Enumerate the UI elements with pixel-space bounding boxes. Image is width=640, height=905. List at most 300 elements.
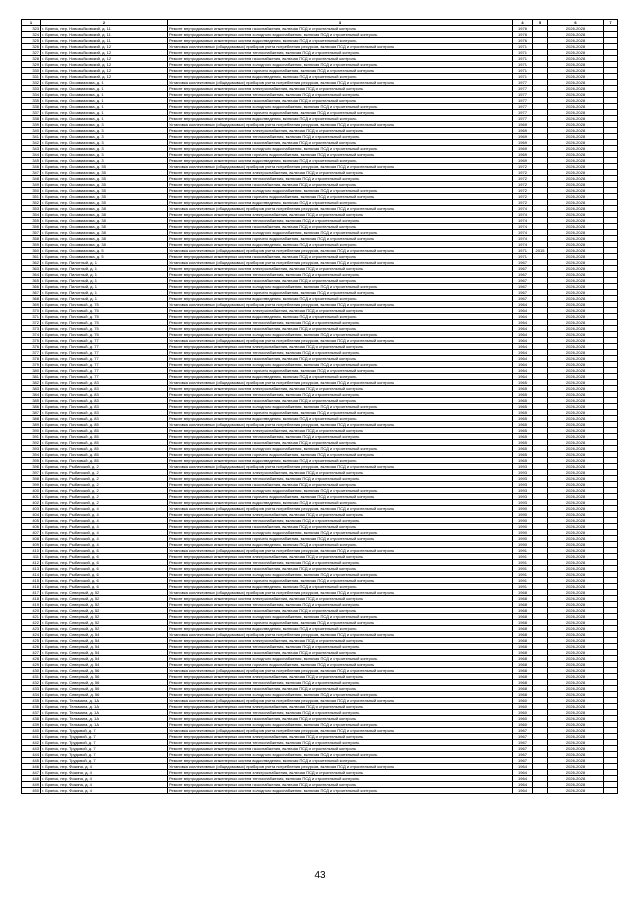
address-cell: г. Брянск, пер. Почтовый, д. 75 <box>41 332 168 338</box>
row-number-cell: 412 <box>22 560 41 566</box>
row-number-cell: 340 <box>22 128 41 134</box>
planned-period-cell: 2026-2028 <box>548 686 604 692</box>
planned-period-cell: 2026-2028 <box>548 236 604 242</box>
planned-period-cell: 2026-2028 <box>548 680 604 686</box>
row-number-cell: 395 <box>22 458 41 464</box>
address-cell: г. Брянск, пер. Пилотный, д. 1 <box>41 284 168 290</box>
planned-period-cell: 2026-2028 <box>548 542 604 548</box>
address-cell: г. Брянск, пер. Осоавиахима, д. 38 <box>41 242 168 248</box>
address-cell: г. Брянск, пер. Новозыбковский, д. 12 <box>41 74 168 80</box>
address-cell: г. Брянск, пер. Рыбинский, д. 6 <box>41 560 168 566</box>
row-number-cell: 360 <box>22 248 41 254</box>
planned-period-cell: 2026-2028 <box>548 98 604 104</box>
build-year-cell: 1971 <box>513 254 533 260</box>
build-year-cell: 1974 <box>513 218 533 224</box>
build-year-cell: 1976 <box>513 38 533 44</box>
address-cell: г. Брянск, пер. Осоавиахима, д. 1 <box>41 110 168 116</box>
build-year-cell: 1991 <box>513 560 533 566</box>
build-year-cell: 1968 <box>513 602 533 608</box>
planned-period-cell: 2026-2028 <box>548 260 604 266</box>
work-type-cell: Ремонт внутридомовых инженерных систем холодного водоснабжения, включая ПСД и строительный контроль <box>168 692 513 698</box>
row-number-cell: 336 <box>22 104 41 110</box>
planned-period-cell: 2026-2028 <box>548 122 604 128</box>
build-year-cell: 1993 <box>513 494 533 500</box>
address-cell: г. Брянск, пер. Почтовый, д. 85 <box>41 458 168 464</box>
address-cell: г. Брянск, пер. Осоавиахима, д. 3 <box>41 134 168 140</box>
address-cell: г. Брянск, пер. Почтовый, д. 83 <box>41 410 168 416</box>
row-number-cell: 365 <box>22 278 41 284</box>
row-number-cell: 400 <box>22 488 41 494</box>
work-type-cell: Ремонт внутридомовых инженерных систем газоснабжения, включая ПСД и строительный контроль <box>168 608 513 614</box>
address-cell: г. Брянск, пер. Фокина, д. 4 <box>41 764 168 770</box>
build-year-cell: 1964 <box>513 332 533 338</box>
row-number-cell: 366 <box>22 284 41 290</box>
row-number-cell: 341 <box>22 134 41 140</box>
address-cell: г. Брянск, пер. Почтовый, д. 85 <box>41 452 168 458</box>
planned-period-cell: 2026-2028 <box>548 758 604 764</box>
work-type-cell: Установка коллективных (общедомовых) приборов учета потребления ресурсов, включая ПСД и строительный контроль <box>168 44 513 50</box>
address-cell: г. Брянск, пер. Северный, д. 54 <box>41 656 168 662</box>
row-number-cell: 382 <box>22 380 41 386</box>
planned-period-cell: 2026-2028 <box>548 428 604 434</box>
work-type-cell: Ремонт внутридомовых инженерных систем холодного водоснабжения, включая ПСД и строительный контроль <box>168 752 513 758</box>
work-type-cell: Установка коллективных (общедомовых) приборов учета потребления ресурсов, включая ПСД и строительный контроль <box>168 260 513 266</box>
work-type-cell: Ремонт внутридомовых инженерных систем горячего водоснабжения, включая ПСД и строительный контроль <box>168 662 513 668</box>
build-year-cell: 1972 <box>513 176 533 182</box>
work-type-cell: Ремонт внутридомовых инженерных систем холодного водоснабжения, включая ПСД и строительный контроль <box>168 614 513 620</box>
planned-period-cell: 2026-2028 <box>548 578 604 584</box>
planned-period-cell: 2026-2028 <box>548 314 604 320</box>
planned-period-cell: 2026-2028 <box>548 446 604 452</box>
row-number-cell: 443 <box>22 746 41 752</box>
build-year-cell: 1977 <box>513 80 533 86</box>
planned-period-cell: 2026-2028 <box>548 110 604 116</box>
planned-period-cell: 2026-2028 <box>548 398 604 404</box>
build-year-cell: 1972 <box>513 164 533 170</box>
build-year-cell: 1964 <box>513 764 533 770</box>
work-type-cell: Ремонт внутридомовых инженерных систем холодного водоснабжения, включая ПСД и строительный контроль <box>168 722 513 728</box>
build-year-cell: 1965 <box>513 440 533 446</box>
row-number-cell: 381 <box>22 374 41 380</box>
address-cell: г. Брянск, пер. Осоавиахима, д. 35 <box>41 194 168 200</box>
work-type-cell: Ремонт внутридомовых инженерных систем теплоснабжения, включая ПСД и строительный контроль <box>168 776 513 782</box>
row-number-cell: 388 <box>22 416 41 422</box>
row-number-cell: 387 <box>22 410 41 416</box>
work-type-cell: Ремонт внутридомовых инженерных систем горячего водоснабжения, включая ПСД и строительный контроль <box>168 620 513 626</box>
work-type-cell: Ремонт внутридомовых инженерных систем теплоснабжения, включая ПСД и строительный контроль <box>168 680 513 686</box>
row-number-cell: 334 <box>22 92 41 98</box>
row-number-cell: 351 <box>22 194 41 200</box>
row-number-cell: 389 <box>22 422 41 428</box>
address-cell: г. Брянск, пер. Новозыбковский, д. 12 <box>41 68 168 74</box>
build-year-cell: 1993 <box>513 470 533 476</box>
build-year-cell: 1968 <box>513 626 533 632</box>
work-type-cell: Установка коллективных (общедомовых) приборов учета потребления ресурсов, включая ПСД и строительный контроль <box>168 164 513 170</box>
planned-period-cell: 2026-2028 <box>548 74 604 80</box>
row-number-cell: 369 <box>22 302 41 308</box>
address-cell: г. Брянск, пер. Трудовой, д. 7 <box>41 746 168 752</box>
planned-period-cell: 2026-2028 <box>548 134 604 140</box>
row-number-cell: 449 <box>22 782 41 788</box>
work-type-cell: Ремонт внутридомовых инженерных систем водоотведения, включая ПСД и строительный контроль <box>168 500 513 506</box>
work-type-cell: Ремонт внутридомовых инженерных систем теплоснабжения, включая ПСД и строительный контроль <box>168 560 513 566</box>
row-number-cell: 372 <box>22 320 41 326</box>
planned-period-cell: 2026-2028 <box>548 440 604 446</box>
build-year-cell: 1965 <box>513 386 533 392</box>
address-cell: г. Брянск, пер. Осоавиахима, д. 1 <box>41 80 168 86</box>
build-year-cell: 1967 <box>513 728 533 734</box>
address-cell: г. Брянск, пер. Тельмана, д. 1А <box>41 722 168 728</box>
address-cell: г. Брянск, пер. Осоавиахима, д. 1 <box>41 116 168 122</box>
build-year-cell: 1968 <box>513 668 533 674</box>
row-number-cell: 346 <box>22 164 41 170</box>
build-year-cell: 1990 <box>513 512 533 518</box>
address-cell: г. Брянск, пер. Почтовый, д. 77 <box>41 344 168 350</box>
address-cell: г. Брянск, пер. Фокина, д. 4 <box>41 776 168 782</box>
planned-period-cell: 2026-2028 <box>548 272 604 278</box>
table-body <box>22 26 618 794</box>
work-type-cell: Установка коллективных (общедомовых) приборов учета потребления ресурсов, включая ПСД и строительный контроль <box>168 668 513 674</box>
build-year-cell: 1974 <box>513 212 533 218</box>
work-type-cell: Ремонт внутридомовых инженерных систем газоснабжения, включая ПСД и строительный контроль <box>168 254 513 260</box>
planned-period-cell: 2026-2028 <box>548 752 604 758</box>
build-year-cell: 1960 <box>513 722 533 728</box>
planned-period-cell: 2026-2028 <box>548 530 604 536</box>
row-number-cell: 344 <box>22 152 41 158</box>
work-type-cell: Ремонт внутридомовых инженерных систем теплоснабжения, включая ПСД и строительный контроль <box>168 710 513 716</box>
row-number-cell: 338 <box>22 116 41 122</box>
row-number-cell: 378 <box>22 356 41 362</box>
address-cell: г. Брянск, пер. Осоавиахима, д. 1 <box>41 98 168 104</box>
planned-period-cell: 2026-2028 <box>548 518 604 524</box>
work-type-cell: Ремонт внутридомовых инженерных систем газоснабжения, включая ПСД и строительный контроль <box>168 686 513 692</box>
build-year-cell: 1960 <box>513 716 533 722</box>
planned-period-cell: 2026-2028 <box>548 128 604 134</box>
build-year-cell: 1977 <box>513 104 533 110</box>
build-year-cell: 1990 <box>513 530 533 536</box>
row-number-cell: 439 <box>22 722 41 728</box>
build-year-cell: 1969 <box>513 128 533 134</box>
planned-period-cell: 2026-2028 <box>548 458 604 464</box>
work-type-cell: Ремонт внутридомовых инженерных систем электроснабжения, включая ПСД и строительный контроль <box>168 734 513 740</box>
planned-period-cell: 2026-2028 <box>548 218 604 224</box>
column-header-4: 4 <box>513 20 533 26</box>
build-year-cell: 1991 <box>513 566 533 572</box>
build-year-cell: 1964 <box>513 374 533 380</box>
build-year-cell: 1977 <box>513 110 533 116</box>
planned-period-cell: 2026-2028 <box>548 62 604 68</box>
address-cell: г. Брянск, пер. Почтовый, д. 83 <box>41 380 168 386</box>
build-year-cell: 1972 <box>513 182 533 188</box>
build-year-cell: 1967 <box>513 290 533 296</box>
build-year-cell: 1965 <box>513 380 533 386</box>
row-number-cell: 345 <box>22 158 41 164</box>
row-number-cell: 374 <box>22 332 41 338</box>
build-year-cell: 1960 <box>513 704 533 710</box>
build-year-cell: 1965 <box>513 410 533 416</box>
build-year-cell: 1991 <box>513 578 533 584</box>
address-cell: г. Брянск, пер. Почтовый, д. 83 <box>41 392 168 398</box>
address-cell: г. Брянск, пер. Северный, д. 54 <box>41 662 168 668</box>
row-number-cell: 394 <box>22 452 41 458</box>
address-cell: г. Брянск, пер. Северный, д. 56 <box>41 692 168 698</box>
planned-period-cell: 2026-2028 <box>548 380 604 386</box>
work-type-cell: Ремонт внутридомовых инженерных систем горячего водоснабжения, включая ПСД и строительный контроль <box>168 578 513 584</box>
work-type-cell: Установка коллективных (общедомовых) приборов учета потребления ресурсов, включая ПСД и строительный контроль <box>168 764 513 770</box>
address-cell: г. Брянск, пер. Рыбинский, д. 2 <box>41 488 168 494</box>
address-cell: г. Брянск, пер. Почтовый, д. 77 <box>41 356 168 362</box>
planned-period-cell: 2026-2028 <box>548 356 604 362</box>
row-number-cell: 391 <box>22 434 41 440</box>
work-type-cell: Ремонт внутридомовых инженерных систем теплоснабжения, включая ПСД и строительный контроль <box>168 602 513 608</box>
build-year-cell: 1964 <box>513 776 533 782</box>
planned-period-cell: 2026-2028 <box>548 326 604 332</box>
planned-period-cell: 2026-2028 <box>548 464 604 470</box>
work-type-cell: Установка коллективных (общедомовых) приборов учета потребления ресурсов, включая ПСД и строительный контроль <box>168 248 513 254</box>
row-number-cell: 393 <box>22 446 41 452</box>
row-number-cell: 330 <box>22 68 41 74</box>
build-year-cell: 1967 <box>513 260 533 266</box>
work-type-cell: Ремонт внутридомовых инженерных систем газоснабжения, включая ПСД и строительный контроль <box>168 482 513 488</box>
address-cell: г. Брянск, пер. Трудовой, д. 7 <box>41 734 168 740</box>
row-number-cell: 353 <box>22 206 41 212</box>
build-year-cell: 1968 <box>513 638 533 644</box>
work-type-cell: Установка коллективных (общедомовых) приборов учета потребления ресурсов, включая ПСД и строительный контроль <box>168 122 513 128</box>
work-type-cell: Ремонт внутридомовых инженерных систем электроснабжения, включая ПСД и строительный контроль <box>168 674 513 680</box>
work-type-cell: Ремонт внутридомовых инженерных систем теплоснабжения, включая ПСД и строительный контроль <box>168 518 513 524</box>
column-header-7: 7 <box>604 20 618 26</box>
work-type-cell: Установка коллективных (общедомовых) приборов учета потребления ресурсов, включая ПСД и строительный контроль <box>168 206 513 212</box>
work-type-cell: Ремонт внутридомовых инженерных систем газоснабжения, включая ПСД и строительный контроль <box>168 746 513 752</box>
address-cell: г. Брянск, пер. Рыбинский, д. 4 <box>41 536 168 542</box>
planned-period-cell: 2026-2028 <box>548 230 604 236</box>
address-cell: г. Брянск, пер. Новозыбковский, д. 11 <box>41 32 168 38</box>
address-cell: г. Брянск, пер. Северный, д. 54 <box>41 638 168 644</box>
row-number-cell: 347 <box>22 170 41 176</box>
address-cell: г. Брянск, пер. Рыбинский, д. 2 <box>41 494 168 500</box>
build-year-cell: 1990 <box>513 524 533 530</box>
work-type-cell: Ремонт внутридомовых инженерных систем горячего водоснабжения, включая ПСД и строительный контроль <box>168 452 513 458</box>
address-cell: г. Брянск, пер. Осоавиахима, д. 1 <box>41 104 168 110</box>
planned-period-cell: 2026-2028 <box>548 776 604 782</box>
work-type-cell: Ремонт внутридомовых инженерных систем водоотведения, включая ПСД и строительный контроль <box>168 242 513 248</box>
planned-period-cell: 2026-2028 <box>548 392 604 398</box>
work-type-cell: Ремонт внутридомовых инженерных систем газоснабжения, включая ПСД и строительный контроль <box>168 278 513 284</box>
address-cell: г. Брянск, пер. Осоавиахима, д. 38 <box>41 236 168 242</box>
row-number-cell: 356 <box>22 224 41 230</box>
build-year-cell: 1990 <box>513 518 533 524</box>
address-cell: г. Брянск, пер. Почтовый, д. 75 <box>41 320 168 326</box>
build-year-cell: 1968 <box>513 644 533 650</box>
row-number-cell: 380 <box>22 368 41 374</box>
build-year-cell: 1993 <box>513 488 533 494</box>
row-number-cell: 413 <box>22 566 41 572</box>
address-cell: г. Брянск, пер. Северный, д. 54 <box>41 632 168 638</box>
address-cell: г. Брянск, пер. Северный, д. 54 <box>41 650 168 656</box>
build-year-cell: 1965 <box>513 392 533 398</box>
work-type-cell: Ремонт внутридомовых инженерных систем газоснабжения, включая ПСД и строительный контроль <box>168 140 513 146</box>
build-year-cell: 1993 <box>513 464 533 470</box>
work-type-cell: Ремонт внутридомовых инженерных систем электроснабжения, включая ПСД и строительный контроль <box>168 128 513 134</box>
build-year-cell: 1977 <box>513 92 533 98</box>
build-year-cell: 1964 <box>513 782 533 788</box>
build-year-cell: 1972 <box>513 200 533 206</box>
row-number-cell: 441 <box>22 734 41 740</box>
build-year-cell: 1991 <box>513 554 533 560</box>
address-cell: г. Брянск, пер. Пилотный, д. 1 <box>41 278 168 284</box>
row-number-cell: 433 <box>22 686 41 692</box>
work-type-cell: Ремонт внутридомовых инженерных систем газоснабжения, включая ПСД и строительный контроль <box>168 440 513 446</box>
build-year-cell: 1991 <box>513 572 533 578</box>
planned-period-cell: 2026-2028 <box>548 632 604 638</box>
row-number-cell: 350 <box>22 188 41 194</box>
planned-period-cell: 2026-2028 <box>548 386 604 392</box>
row-number-cell: 392 <box>22 440 41 446</box>
column-header-6: 6 <box>548 20 604 26</box>
address-cell: г. Брянск, пер. Почтовый, д. 83 <box>41 404 168 410</box>
build-year-cell: 1972 <box>513 194 533 200</box>
work-type-cell: Установка коллективных (общедомовых) приборов учета потребления ресурсов, включая ПСД и строительный контроль <box>168 548 513 554</box>
address-cell: г. Брянск, пер. Новозыбковский, д. 12 <box>41 50 168 56</box>
planned-period-cell: 2026-2028 <box>548 494 604 500</box>
planned-period-cell: 2026-2028 <box>548 86 604 92</box>
planned-period-cell: 2026-2028 <box>548 278 604 284</box>
row-number-cell: 348 <box>22 176 41 182</box>
row-number-cell: 448 <box>22 776 41 782</box>
address-cell: г. Брянск, пер. Трудовой, д. 7 <box>41 740 168 746</box>
build-year-cell: 1968 <box>513 674 533 680</box>
work-type-cell: Ремонт внутридомовых инженерных систем газоснабжения, включая ПСД и строительный контроль <box>168 224 513 230</box>
work-type-cell: Ремонт внутридомовых инженерных систем теплоснабжения, включая ПСД и строительный контроль <box>168 476 513 482</box>
address-cell: г. Брянск, пер. Рыбинский, д. 2 <box>41 470 168 476</box>
planned-period-cell: 2026-2028 <box>548 284 604 290</box>
work-type-cell: Ремонт внутридомовых инженерных систем холодного водоснабжения, включая ПСД и строительный контроль <box>168 530 513 536</box>
work-type-cell: Ремонт внутридомовых инженерных систем теплоснабжения, включая ПСД и строительный контроль <box>168 92 513 98</box>
row-number-cell: 419 <box>22 602 41 608</box>
row-number-cell: 363 <box>22 266 41 272</box>
work-type-cell: Ремонт внутридомовых инженерных систем электроснабжения, включая ПСД и строительный контроль <box>168 386 513 392</box>
address-cell: г. Брянск, пер. Северный, д. 56 <box>41 674 168 680</box>
row-number-cell: 430 <box>22 668 41 674</box>
work-type-cell: Ремонт внутридомовых инженерных систем газоснабжения, включая ПСД и строительный контроль <box>168 524 513 530</box>
planned-period-cell: 2026-2028 <box>548 650 604 656</box>
planned-period-cell: 2026-2028 <box>548 224 604 230</box>
address-cell: г. Брянск, пер. Рыбинский, д. 6 <box>41 566 168 572</box>
address-cell: г. Брянск, пер. Трудовой, д. 7 <box>41 752 168 758</box>
planned-period-cell: 2026-2028 <box>548 764 604 770</box>
address-cell: г. Брянск, пер. Фокина, д. 4 <box>41 770 168 776</box>
planned-period-cell: 2026-2028 <box>548 698 604 704</box>
work-type-cell: Установка коллективных (общедомовых) приборов учета потребления ресурсов, включая ПСД и строительный контроль <box>168 302 513 308</box>
planned-period-cell: 2026-2028 <box>548 536 604 542</box>
work-type-cell: Ремонт внутридомовых инженерных систем газоснабжения, включая ПСД и строительный контроль <box>168 782 513 788</box>
row-number-cell: 428 <box>22 656 41 662</box>
build-year-cell: 1967 <box>513 758 533 764</box>
work-type-cell: Ремонт внутридомовых инженерных систем холодного водоснабжения, включая ПСД и строительный контроль <box>168 362 513 368</box>
work-type-cell: Ремонт внутридомовых инженерных систем водоотведения, включая ПСД и строительный контроль <box>168 458 513 464</box>
planned-period-cell: 2026-2028 <box>548 734 604 740</box>
row-number-cell: 440 <box>22 728 41 734</box>
address-cell: г. Брянск, пер. Северный, д. 56 <box>41 680 168 686</box>
build-year-cell: 1971 <box>513 44 533 50</box>
row-number-cell: 349 <box>22 182 41 188</box>
address-cell: г. Брянск, пер. Почтовый, д. 83 <box>41 398 168 404</box>
row-number-cell: 323 <box>22 26 41 32</box>
last-repair-year-cell <box>533 788 548 794</box>
address-cell: г. Брянск, пер. Северный, д. 52 <box>41 602 168 608</box>
planned-period-cell: 2026-2028 <box>548 482 604 488</box>
work-type-cell: Ремонт внутридомовых инженерных систем водоотведения, включая ПСД и строительный контроль <box>168 296 513 302</box>
work-type-cell: Ремонт внутридомовых инженерных систем теплоснабжения, включая ПСД и строительный контроль <box>168 218 513 224</box>
planned-period-cell: 2026-2028 <box>548 722 604 728</box>
address-cell: г. Брянск, пер. Тельмана, д. 1А <box>41 704 168 710</box>
work-type-cell: Установка коллективных (общедомовых) приборов учета потребления ресурсов, включая ПСД и строительный контроль <box>168 338 513 344</box>
work-type-cell: Ремонт внутридомовых инженерных систем горячего водоснабжения, включая ПСД и строительный контроль <box>168 368 513 374</box>
address-cell: г. Брянск, пер. Почтовый, д. 77 <box>41 374 168 380</box>
planned-period-cell: 2026-2028 <box>548 692 604 698</box>
work-type-cell: Ремонт внутридомовых инженерных систем водоотведения, включая ПСД и строительный контроль <box>168 626 513 632</box>
build-year-cell: 1967 <box>513 296 533 302</box>
address-cell: г. Брянск, пер. Рыбинский, д. 4 <box>41 512 168 518</box>
build-year-cell: 1968 <box>513 662 533 668</box>
build-year-cell: 1968 <box>513 632 533 638</box>
planned-period-cell: 2026-2028 <box>548 740 604 746</box>
planned-period-cell: 2026-2028 <box>548 710 604 716</box>
work-type-cell: Ремонт внутридомовых инженерных систем водоотведения, включая ПСД и строительный контроль <box>168 584 513 590</box>
planned-period-cell: 2026-2028 <box>548 68 604 74</box>
works-register-table <box>21 19 618 794</box>
planned-period-cell: 2026-2028 <box>548 410 604 416</box>
row-number-cell: 342 <box>22 140 41 146</box>
build-year-cell: 1967 <box>513 278 533 284</box>
address-cell: г. Брянск, пер. Тельмана, д. 1А <box>41 698 168 704</box>
build-year-cell: 1971 <box>513 74 533 80</box>
planned-period-cell: 2026-2028 <box>548 44 604 50</box>
row-number-cell: 403 <box>22 506 41 512</box>
planned-period-cell: 2026-2028 <box>548 788 604 794</box>
row-number-cell: 357 <box>22 230 41 236</box>
planned-period-cell: 2026-2028 <box>548 506 604 512</box>
row-number-cell: 361 <box>22 254 41 260</box>
planned-period-cell: 2026-2028 <box>548 662 604 668</box>
build-year-cell: 1976 <box>513 32 533 38</box>
row-number-cell: 337 <box>22 110 41 116</box>
row-number-cell: 376 <box>22 344 41 350</box>
build-year-cell: 1968 <box>513 692 533 698</box>
address-cell: г. Брянск, пер. Рыбинский, д. 4 <box>41 530 168 536</box>
work-type-cell: Ремонт внутридомовых инженерных систем электроснабжения, включая ПСД и строительный контроль <box>168 596 513 602</box>
planned-period-cell: 2026-2028 <box>548 602 604 608</box>
row-number-cell: 367 <box>22 290 41 296</box>
work-type-cell: Ремонт внутридомовых инженерных систем теплоснабжения, включая ПСД и строительный контроль <box>168 350 513 356</box>
address-cell: г. Брянск, пер. Рыбинский, д. 4 <box>41 518 168 524</box>
row-number-cell: 409 <box>22 542 41 548</box>
address-cell: г. Брянск, пер. Северный, д. 52 <box>41 596 168 602</box>
planned-period-cell: 2026-2028 <box>548 296 604 302</box>
row-number-cell: 437 <box>22 710 41 716</box>
planned-period-cell: 2026-2028 <box>548 350 604 356</box>
row-number-cell: 377 <box>22 350 41 356</box>
row-number-cell: 371 <box>22 314 41 320</box>
work-type-cell: Ремонт внутридомовых инженерных систем электроснабжения, включая ПСД и строительный контроль <box>168 554 513 560</box>
row-number-cell: 362 <box>22 260 41 266</box>
planned-period-cell: 2026-2028 <box>548 728 604 734</box>
planned-period-cell: 2026-2028 <box>548 158 604 164</box>
planned-period-cell: 2026-2028 <box>548 620 604 626</box>
work-type-cell: Установка коллективных (общедомовых) приборов учета потребления ресурсов, включая ПСД и строительный контроль <box>168 728 513 734</box>
planned-period-cell: 2026-2028 <box>548 434 604 440</box>
build-year-cell: 1965 <box>513 416 533 422</box>
